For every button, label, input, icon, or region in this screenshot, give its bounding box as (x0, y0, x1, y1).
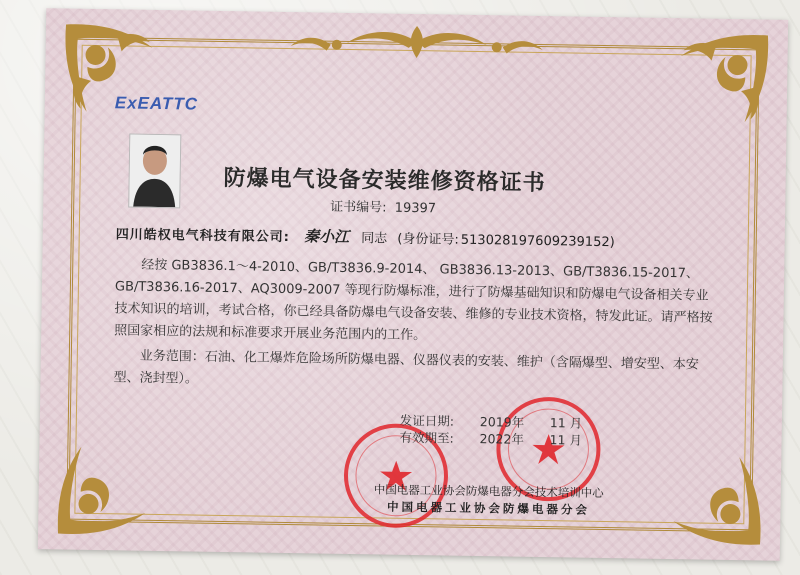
valid-year: 2022年 (479, 431, 525, 447)
validity-dates (399, 412, 582, 449)
certificate-body (113, 254, 715, 401)
top-flourish-icon (287, 20, 548, 64)
issuing-organization (338, 481, 638, 520)
certificate-number (330, 196, 436, 217)
cert-number-label: 证书编号: (330, 199, 387, 216)
corner-ornament-icon (654, 26, 776, 148)
person-portrait-icon (129, 135, 180, 208)
valid-month: 11 月 (549, 432, 583, 448)
corner-ornament-icon (56, 16, 178, 138)
exeattc-logo: ExEATTC (114, 93, 199, 114)
issue-year: 2019年 (479, 414, 525, 430)
corner-ornament-icon (648, 431, 770, 553)
body-paragraph: 经按 GB3836.1～4-2010、GB/T3836.9-2014、 GB3836.13-2013、GB/T3836.15-2017、GB/T3836.16-2017、AQ3009-2007 等现行防爆标准，进行了防爆基础知识和防爆电气设备相关专业技术知识的培训，考试合格，你已经具备防爆电气设备安装、维修的专业技术资格，特发此证。请严格按照国家相应的法规和标准要求开展业务范围内的工作。 (114, 257, 713, 344)
issuer-line-1: 中国电器工业协会防爆电器分会技术培训中心 (373, 482, 604, 501)
issue-date-label: 发证日期: (399, 412, 455, 429)
issue-month: 11 月 (549, 415, 583, 431)
valid-date-label: 有效期至: (399, 429, 454, 446)
id-label: (身份证号: (397, 231, 459, 248)
recipient-photo (128, 134, 181, 209)
honorific: 同志 (361, 231, 388, 247)
body-paragraph: 业务范围：石油、化工爆炸危险场所防爆电器、仪器仪表的安装、维护（含隔爆型、增安型、本安型、浇封型）。 (113, 348, 699, 387)
valid-date-row (399, 429, 582, 449)
cert-number-value: 19397 (394, 200, 437, 217)
recipient-name: 秦小江 (303, 227, 350, 246)
issuer-line-2: 中国电器工业协会防爆电器分会 (386, 499, 591, 517)
company-name: 四川皓权电气科技有限公司: (115, 227, 291, 246)
corner-ornament-icon (50, 421, 172, 543)
certificate-paper (38, 8, 788, 561)
certificate-title: 防爆电气设备安装维修资格证书 (223, 165, 546, 197)
id-number: 513028197609239152) (460, 232, 615, 251)
